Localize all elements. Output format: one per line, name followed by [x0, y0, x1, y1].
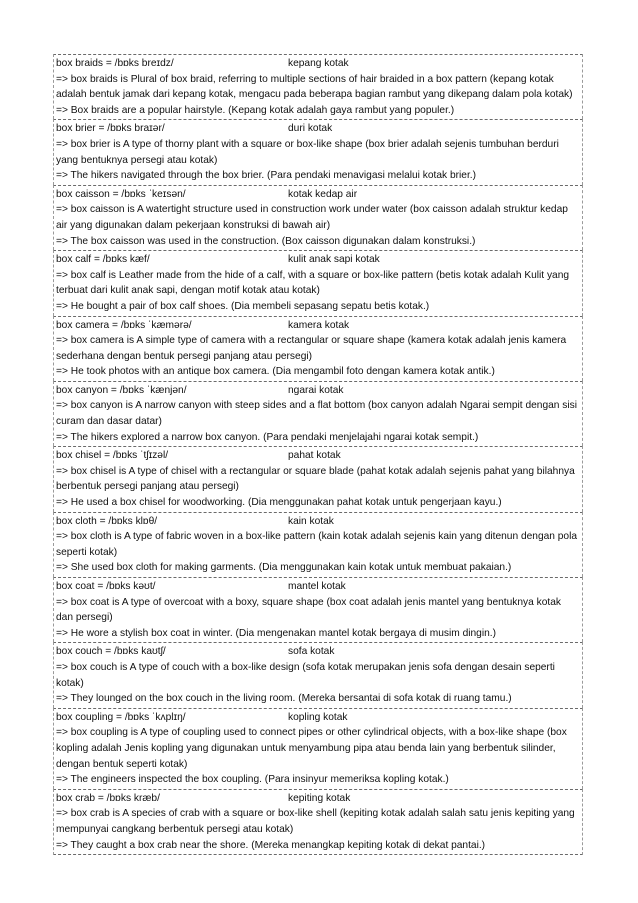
entry-header — [56, 791, 580, 807]
entry-term: box chisel = /bɒks ˈtʃɪzəl/ — [56, 450, 169, 462]
entry-definition: => box braids is Plural of box braid, referring to multiple sections of hair braided in a box pattern (kepang kotak adalah bentuk jamak dari kepang kotak, mengacu pada beberapa bagian rambut yang dikepang dalam pola kotak) — [56, 73, 573, 101]
dictionary-page — [53, 54, 583, 855]
dictionary-entry — [53, 250, 583, 315]
entry-translation: kepiting kotak — [288, 792, 351, 804]
entry-example: => They caught a box crab near the shore. (Mereka menangkap kepiting kotak di dekat pantai.) — [56, 839, 486, 851]
entry-translation: ngarai kotak — [288, 384, 344, 396]
entry-definition: => box brier is A type of thorny plant with a square or box-like shape (box brier adalah sejenis tumbuhan berduri yang bentuknya persegi atau kotak) — [56, 138, 559, 166]
entry-example: => He wore a stylish box coat in winter. (Dia mengenakan mantel kotak bergaya di musim dingin.) — [56, 627, 496, 639]
dictionary-entry — [53, 316, 583, 381]
entry-header — [56, 514, 580, 530]
entry-term: box couch = /bɒks kaʊtʃ/ — [56, 646, 166, 658]
dictionary-entry — [53, 708, 583, 789]
entry-translation: mantel kotak — [288, 581, 346, 592]
entry-definition: => box chisel is A type of chisel with a rectangular or square blade (pahat kotak adalah sejenis pahat yang bilahnya berbentuk persegi panjang atau persegi) — [56, 465, 575, 493]
dictionary-entry — [53, 119, 583, 184]
entry-definition: => box couch is A type of couch with a box-like design (sofa kotak merupakan jenis sofa dengan desain seperti kotak) — [56, 661, 555, 689]
entry-example: => The hikers navigated through the box brier. (Para pendaki menavigasi melalui kotak brier.) — [56, 170, 476, 182]
entry-example: => He bought a pair of box calf shoes. (Dia membeli sepasang sepatu betis kotak.) — [56, 300, 430, 312]
entry-header — [56, 383, 580, 399]
entry-term: box caisson = /bɒks ˈkeɪsən/ — [56, 188, 186, 200]
entry-header — [56, 710, 580, 726]
entry-translation: kopling kotak — [288, 711, 348, 723]
entry-example: => She used box cloth for making garments. (Dia menggunakan kain kotak untuk membuat pakaian.) — [56, 562, 512, 574]
dictionary-entry — [53, 54, 583, 119]
entry-definition: => box calf is Leather made from the hide of a calf, with a square or box-like pattern (betis kotak adalah Kulit yang terbuat dari kulit anak sapi, dengan motif kotak atau kotak) — [56, 269, 570, 297]
entry-example: => The hikers explored a narrow box canyon. (Para pendaki menjelajahi ngarai kotak sempit.) — [56, 431, 479, 443]
entry-example: => He took photos with an antique box camera. (Dia mengambil foto dengan kamera kotak antik.) — [56, 366, 495, 378]
dictionary-entry — [53, 381, 583, 446]
entry-header — [56, 121, 580, 137]
entry-definition: => box canyon is A narrow canyon with steep sides and a flat bottom (box canyon adalah Ngarai sempit dengan sisi curam dan dasar datar) — [56, 400, 578, 428]
entry-term: box coupling = /bɒks ˈkʌplɪŋ/ — [56, 711, 186, 723]
entry-translation: kamera kotak — [288, 319, 350, 331]
entry-definition: => box coupling is A type of coupling used to connect pipes or other cylindrical objects, with a box-like shape (box kopling adalah Jenis kopling yang digunakan untuk menyambung pipa atau benda lain yang berbentuk silinder, dengan bentuk seperti kotak) — [56, 727, 567, 770]
dictionary-entry — [53, 577, 583, 642]
entry-example: => Box braids are a popular hairstyle. (Kepang kotak adalah gaya rambut yang populer.) — [56, 104, 455, 116]
entry-translation: kepang kotak — [288, 58, 349, 69]
entry-header — [56, 252, 580, 268]
entry-translation: kain kotak — [288, 515, 334, 527]
entry-example: => The box caisson was used in the construction. (Box caisson digunakan dalam konstruksi.) — [56, 235, 476, 247]
entry-term: box coat = /bɒks kəʊt/ — [56, 581, 156, 592]
entry-translation: duri kotak — [288, 123, 333, 135]
dictionary-entry — [53, 789, 583, 855]
entry-definition: => box caisson is A watertight structure used in construction work under water (box caisson adalah struktur kedap air yang digunakan dalam pekerjaan konstruksi di bawah air) — [56, 204, 568, 231]
dictionary-entry — [53, 185, 583, 250]
entry-definition: => box cloth is A type of fabric woven in a box-like pattern (kain kotak adalah sejenis kain yang ditenun dengan pola seperti kotak) — [56, 531, 578, 558]
entry-header — [56, 644, 580, 660]
entry-term: box calf = /bɒks kæf/ — [56, 254, 150, 266]
entry-header — [56, 318, 580, 334]
dictionary-entry — [53, 642, 583, 707]
entry-definition: => box camera is A simple type of camera with a rectangular or square shape (kamera kotak adalah jenis kamera sederhana dengan bentuk persegi panjang atau persegi) — [56, 335, 567, 362]
entry-header — [56, 579, 580, 595]
entry-term: box cloth = /bɒks klɒθ/ — [56, 515, 158, 527]
entry-term: box crab = /bɒks kræb/ — [56, 792, 160, 804]
entry-term: box brier = /bɒks braɪər/ — [56, 123, 165, 135]
entry-translation: kulit anak sapi kotak — [288, 254, 380, 266]
entry-definition: => box crab is A species of crab with a square or box-like shell (kepiting kotak adalah salah satu jenis kepiting yang mempunyai cangkang berbentuk persegi atau kotak) — [56, 808, 575, 835]
entry-translation: sofa kotak — [288, 646, 335, 658]
entry-header — [56, 187, 580, 203]
entry-translation: pahat kotak — [288, 450, 341, 462]
entry-translation: kotak kedap air — [288, 188, 358, 200]
entry-header — [56, 448, 580, 464]
entry-header — [56, 56, 580, 72]
entry-example: => The engineers inspected the box coupling. (Para insinyur memeriksa kopling kotak.) — [56, 774, 449, 786]
entry-term: box canyon = /bɒks ˈkænjən/ — [56, 384, 187, 396]
dictionary-entry — [53, 512, 583, 577]
entry-example: => He used a box chisel for woodworking. (Dia menggunakan pahat kotak untuk pengerjaan kayu.) — [56, 497, 502, 509]
dictionary-entry — [53, 446, 583, 511]
entry-example: => They lounged on the box couch in the living room. (Mereka bersantai di sofa kotak di ruang tamu.) — [56, 693, 512, 705]
entry-term: box braids = /bɒks breɪdz/ — [56, 58, 174, 69]
entry-term: box camera = /bɒks ˈkæmərə/ — [56, 319, 192, 331]
entry-definition: => box coat is A type of overcoat with a boxy, square shape (box coat adalah jenis mantel yang bentuknya kotak dan persegi) — [56, 596, 561, 624]
